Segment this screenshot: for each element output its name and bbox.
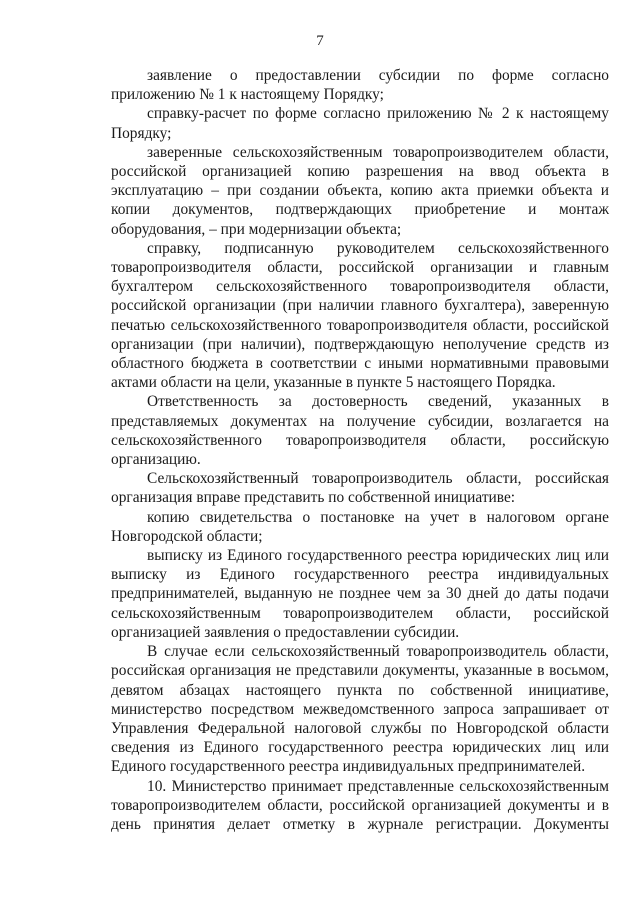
paragraph-certified-copies: заверенные сельскохозяйственным товаропроизводителем области, российской организацией копию разрешения на ввод объекта в эксплуатацию – при создании объекта, копию акта приемки объекта и копии документов, подтверждающих приобретение и монтаж оборудования, – при модернизации объекта; [111, 143, 609, 238]
paragraph-responsibility: Ответственность за достоверность сведений, указанных в представляемых документах на получение субсидии, возлагается на сельскохозяйственного товаропроизводителя области, российскую организацию. [111, 393, 609, 469]
page-number: 7 [316, 33, 324, 49]
paragraph-own-initiative: Сельскохозяйственный товаропроизводитель области, российская организация вправе представить по собственной инициативе: [111, 470, 609, 507]
document-body [111, 66, 609, 834]
paragraph-calculation-certificate: справку-расчет по форме согласно приложению № 2 к настоящему Порядку; [111, 105, 609, 142]
paragraph-interagency-request: В случае если сельскохозяйственный товаропроизводитель области, российская организация не представили документы, указанные в восьмом, девятом абзацах настоящего пункта по собственной инициативе, министерство посредством межведомственного запроса запрашивает от Управления Федеральной налоговой службы по Новгородской области сведения из Единого государственного реестра юридических лиц или Единого государственного реестра индивидуальных предпринимателей. [111, 643, 609, 776]
paragraph-signed-certificate: справку, подписанную руководителем сельскохозяйственного товаропроизводителя области, российской организации и главным бухгалтером сельскохозяйственного товаропроизводителя области, российской организации (при наличии главного бухгалтера), заверенную печатью сельскохозяйственного товаропроизводителя области, российской организации (при наличии), подтверждающую неполучение средств из областного бюджета в соответствии с иными нормативными правовыми актами области на цели, указанные в пункте 5 настоящего Порядка. [111, 239, 609, 392]
paragraph-application-form: заявление о предоставлении субсидии по форме согласно приложению № 1 к настоящему Порядку; [111, 67, 609, 104]
paragraph-point-10: 10. Министерство принимает представленные сельскохозяйственным товаропроизводителем области, российской организацией документы и в день принятия делает отметку в журнале регистрации. Документы [111, 777, 609, 833]
paragraph-tax-registration-copy: копию свидетельства о постановке на учет в налоговом органе Новгородской области; [111, 508, 609, 545]
paragraph-registry-extract: выписку из Единого государственного реестра юридических лиц или выписку из Единого государственного реестра индивидуальных предпринимателей, выданную не позднее чем за 30 дней до даты подачи сельскохозяйственным товаропроизводителем области, российской организацией заявления о предоставлении субсидии. [111, 547, 609, 641]
